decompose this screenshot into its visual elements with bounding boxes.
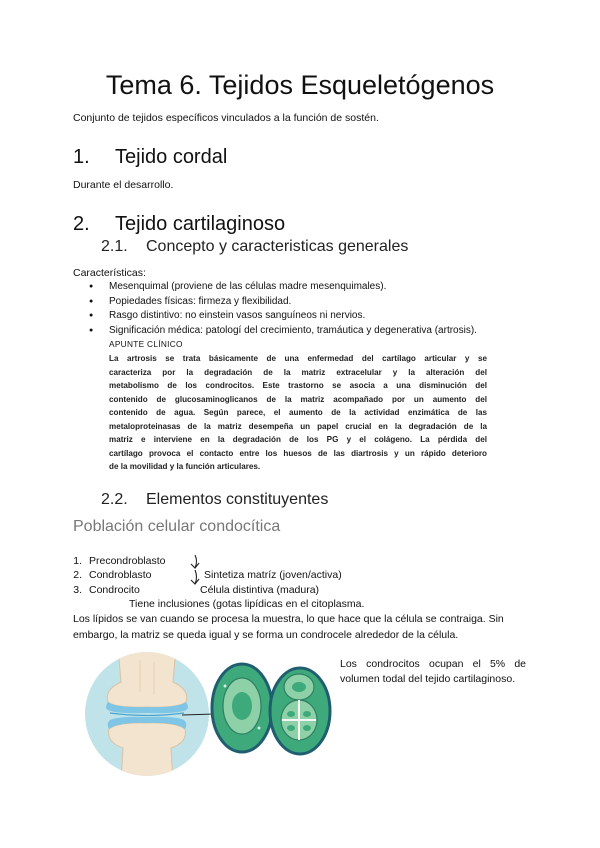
section-2-title: Tejido cartilaginoso: [115, 213, 286, 235]
arrow-down-icon: [191, 555, 199, 568]
poblacion-heading: Población celular condocítica: [73, 518, 281, 535]
clinic-line: contenido de agua. Según parece, el aumento de la actividad enzimática de las: [109, 408, 487, 417]
list-item: ● Rasgo distintivo: no einstein vasos sanguíneos ni nervios.: [89, 309, 569, 324]
subsection-2-1-number: 2.1.: [101, 238, 128, 255]
section-1-text: Durante el desarrollo.: [73, 179, 174, 191]
paragraph-line: embargo, la matriz se queda igual y se forma un condrocele alrededor de la célula.: [73, 628, 459, 641]
subsection-2-1-heading: [101, 238, 408, 256]
condrocito-note: Célula distintiva (madura): [200, 584, 320, 596]
arrow-down-icon: [191, 570, 199, 584]
progression-arrows: [186, 553, 208, 595]
condroblasto-note: Sintetiza matríz (joven/activa): [204, 569, 342, 581]
section-2-heading: [73, 213, 285, 236]
cell-list-item-1: [60, 554, 165, 569]
item-number: 2.: [73, 569, 82, 581]
lipidos-paragraph: [73, 612, 533, 643]
clinic-line: metabolismo de los condrocitos. Este trastorno se asocia a una disminución del: [109, 381, 487, 390]
caracteristicas-label: Características:: [73, 267, 146, 279]
chondrocyte-cell-icon: [212, 664, 272, 752]
subsection-2-2-title: Elementos constituyentes: [146, 491, 329, 508]
section-1-heading: [73, 146, 227, 169]
item-number: 3.: [73, 584, 82, 596]
clinic-line: de la movilidad y la función articulares.: [109, 462, 261, 471]
side-note-line: volumen todal del tejido cartilaginoso.: [340, 673, 516, 685]
cell-list-item-2: [60, 568, 151, 583]
cartilage-illustration: [78, 652, 336, 777]
chondrocyte-group-icon: [270, 668, 330, 754]
list-item: ● Mesenquimal (proviene de las células madre mesenquimales).: [89, 280, 569, 295]
section-2-number: 2.: [73, 213, 90, 235]
item-text: Precondroblasto: [89, 555, 166, 567]
clinic-line: caracteriza por la degradación de la matriz extracelular y la alteración del: [109, 367, 487, 377]
intro-text: Conjunto de tejidos específicos vinculados a la función de sostén.: [73, 112, 379, 124]
clinic-line: La artrosis se trata básicamente de una enfermedad del cartílago articular y se: [109, 354, 487, 363]
clinic-line: contenido de glucosaminoglicanos de la matriz acompañado por un aumento del: [109, 394, 487, 404]
caracteristicas-list: [89, 280, 569, 338]
list-item: ● Popiedades físicas: firmeza y flexibilidad.: [89, 295, 569, 310]
paragraph-line: Los lípidos se van cuando se procesa la muestra, lo que hace que la célula se contraiga. Sin: [73, 613, 504, 625]
clinic-line: metaloproteinasas de la matriz desempeña un papel crucial en la degradación de la: [109, 421, 487, 431]
item-text: Condrocito: [89, 584, 140, 596]
section-1-number: 1.: [73, 146, 90, 168]
page-title: Tema 6. Tejidos Esqueletógenos: [105, 70, 495, 100]
cell-list-item-3: [60, 583, 140, 598]
list-item: ● Significación médica: patologí del crecimiento, tramáutica y degenerativa (artrosis).: [89, 324, 569, 339]
item-text: Condroblasto: [89, 569, 152, 581]
side-note-line: Los condrocitos ocupan el 5% de: [340, 658, 526, 670]
section-1-title: Tejido cordal: [115, 146, 228, 168]
subsection-2-2-heading: [101, 491, 328, 509]
subsection-2-2-number: 2.2.: [101, 491, 128, 508]
clinic-note-title: APUNTE CLÍNICO: [109, 339, 183, 349]
item-number: 1.: [73, 555, 82, 567]
subsection-2-1-title: Concepto y caracteristicas generales: [146, 238, 409, 255]
inclusiones-text: Tiene inclusiones (gotas lipídicas en el citoplasma.: [129, 598, 365, 610]
clinic-line: cartílago provoca el contacto entre los huesos de las diartrosis y un rápido deterioro: [109, 448, 487, 458]
joint-icon: [85, 652, 215, 777]
clinic-note-body: [109, 352, 487, 474]
clinic-line: matriz e interviene en la degradación de los PG y el colágeno. La pérdida del: [109, 435, 487, 444]
side-note: [340, 657, 526, 687]
